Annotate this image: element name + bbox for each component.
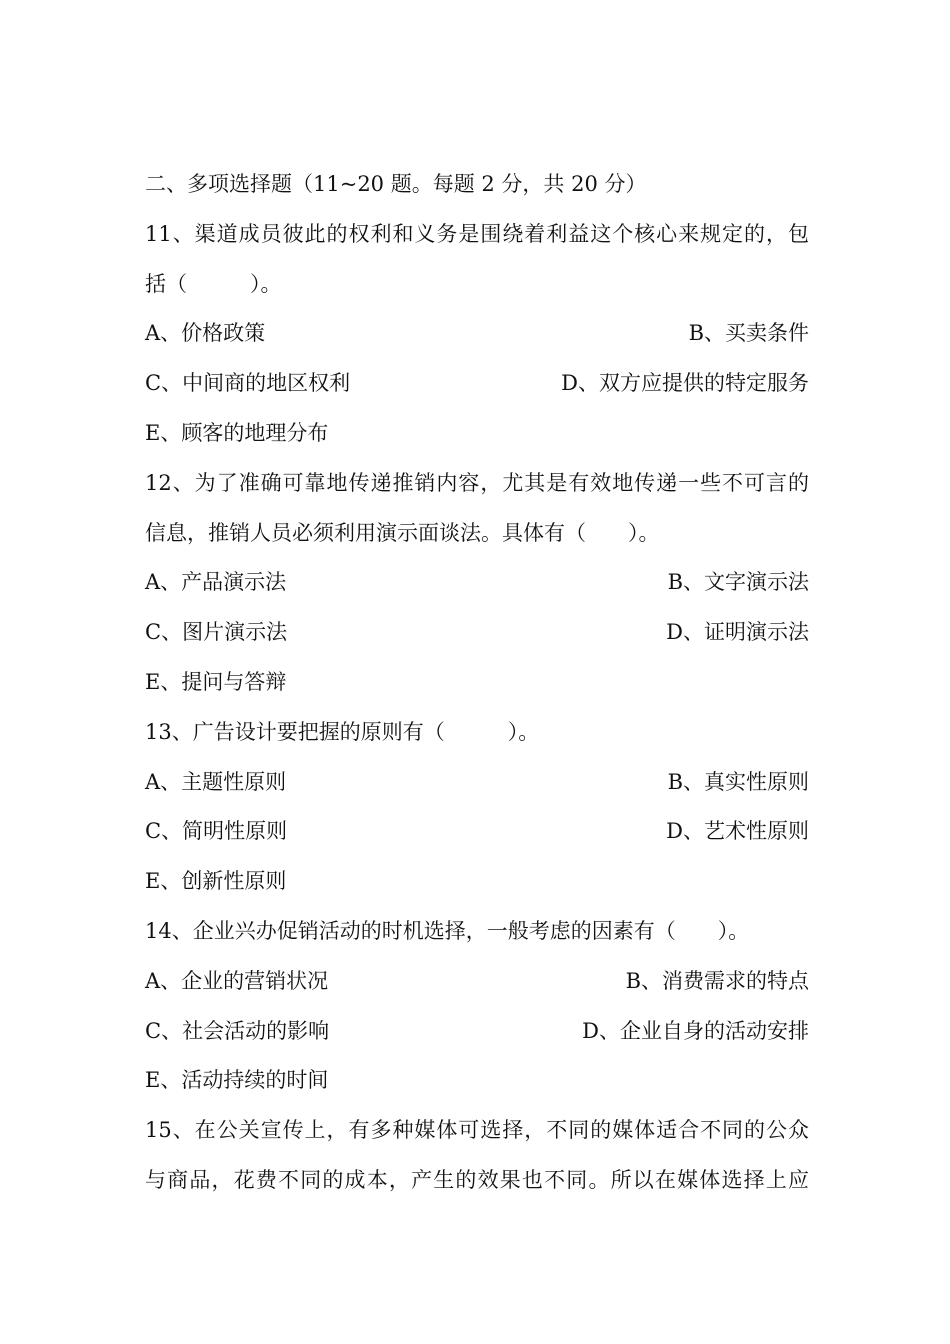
- document-page: [145, 160, 809, 1206]
- option-e: E、活动持续的时间: [145, 1068, 329, 1093]
- option-a: A、价格政策: [145, 321, 266, 346]
- option-a: A、主题性原则: [145, 769, 287, 794]
- option-c: C、社会活动的影响: [145, 1018, 330, 1043]
- question-11: [145, 210, 809, 459]
- option-row: [145, 558, 809, 608]
- option-d: D、企业自身的活动安排: [582, 1018, 809, 1043]
- option-d: D、艺术性原则: [666, 819, 809, 844]
- question-13: [145, 708, 809, 907]
- option-c: C、简明性原则: [145, 819, 288, 844]
- question-14: [145, 907, 809, 1106]
- question-15: [145, 1106, 809, 1206]
- option-e: E、创新性原则: [145, 869, 287, 894]
- option-row: [145, 807, 809, 857]
- option-c: C、图片演示法: [145, 620, 288, 645]
- option-row: [145, 359, 809, 409]
- option-d: D、证明演示法: [666, 620, 809, 645]
- question-stem-line: 信息，推销人员必须利用演示面谈法。具体有（ ）。: [145, 520, 660, 545]
- question-stem-line: 括（ ）。: [145, 271, 282, 296]
- section-heading: 二、多项选择题（11~20 题。每题 2 分，共 20 分）: [145, 172, 647, 196]
- option-b: B、文字演示法: [667, 570, 809, 595]
- option-a: A、产品演示法: [145, 570, 287, 595]
- question-stem-line: 13、广告设计要把握的原则有（ ）。: [145, 719, 540, 744]
- option-b: B、买卖条件: [688, 321, 809, 346]
- question-stem-line: 15、在公关宣传上，有多种媒体可选择，不同的媒体适合不同的公众: [145, 1118, 809, 1143]
- option-e: E、提问与答辩: [145, 669, 287, 694]
- question-stem-line: 14、企业兴办促销活动的时机选择，一般考虑的因素有（ ）。: [145, 918, 750, 943]
- option-b: B、真实性原则: [667, 769, 809, 794]
- option-e: E、顾客的地理分布: [145, 420, 329, 445]
- question-stem-line: 12、为了准确可靠地传递推销内容，尤其是有效地传递一些不可言的: [145, 470, 809, 495]
- question-stem-line: 与商品，花费不同的成本，产生的效果也不同。所以在媒体选择上应: [145, 1167, 809, 1192]
- option-d: D、双方应提供的特定服务: [561, 371, 809, 396]
- option-a: A、企业的营销状况: [145, 968, 329, 993]
- option-row: [145, 957, 809, 1007]
- option-b: B、消费需求的特点: [625, 968, 809, 993]
- option-row: [145, 758, 809, 808]
- option-c: C、中间商的地区权利: [145, 371, 351, 396]
- question-stem-line: 11、渠道成员彼此的权利和义务是围绕着利益这个核心来规定的，包: [145, 221, 809, 246]
- option-row: [145, 309, 809, 359]
- option-row: [145, 608, 809, 658]
- question-12: [145, 459, 809, 708]
- option-row: [145, 1007, 809, 1057]
